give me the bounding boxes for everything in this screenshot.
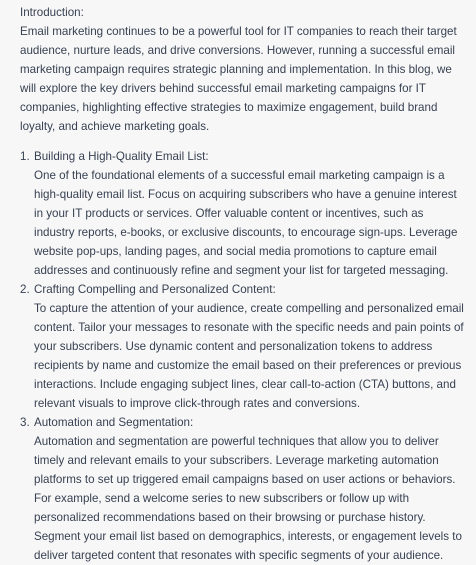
list-item-text: To capture the attention of your audience, create compelling and personalized email content. Tailor your messages to resonate with the specific needs and pain points of your subscribers. Use dynamic content and personalization tokens to address recipients by name and customize the email based on their preferences or previous interactions. Include engaging subject lines, clear call-to-action (CTA) buttons, and relevant visuals to improve click-through rates and conversions. <box>34 302 464 410</box>
list-item-number: 2. <box>20 283 30 296</box>
list-item-body <box>34 147 464 280</box>
list-item-text: Automation and segmentation are powerful techniques that allow you to deliver timely and relevant emails to your subscribers. Leverage marketing automation platforms to set up triggered email campaigns based on user actions or behaviors. For example, send a welcome series to new subscribers or follow up with personalized recommendations based on their browsing or purchase history. Segment your email list based on demographics, interests, or engagement levels to deliver targeted content that resonates with specific segments of your audience. <box>34 435 462 562</box>
list-item-title: Building a High-Quality Email List: <box>34 150 209 163</box>
list-item <box>20 147 464 280</box>
list-item-body <box>34 413 464 565</box>
list-item-number: 3. <box>20 416 30 429</box>
list-item-text: One of the foundational elements of a successful email marketing campaign is a high-quality email list. Focus on acquiring subscribers who have a genuine interest in your IT products or services. Offer valuable content or incentives, such as industry reports, e-books, or exclusive discounts, to encourage sign-ups. Leverage website pop-ups, landing pages, and social media promotions to capture email addresses and continuously refine and segment your list for targeted messaging. <box>34 169 458 277</box>
list-item <box>20 280 464 413</box>
list-item-number: 1. <box>20 150 30 163</box>
list-item <box>20 413 464 565</box>
intro-heading: Introduction: <box>20 6 84 19</box>
list-item-body <box>34 280 464 413</box>
list-item-title: Crafting Compelling and Personalized Content: <box>34 283 276 296</box>
intro-paragraph: Email marketing continues to be a powerful tool for IT companies to reach their target audience, nurture leads, and drive conversions. However, running a successful email marketing campaign requires strategic planning and implementation. In this blog, we will explore the key drivers behind successful email marketing campaigns for IT companies, highlighting effective strategies to maximize engagement, build brand loyalty, and achieve marketing goals. <box>20 25 457 133</box>
strategy-list <box>20 147 464 565</box>
list-item-title: Automation and Segmentation: <box>34 416 194 429</box>
